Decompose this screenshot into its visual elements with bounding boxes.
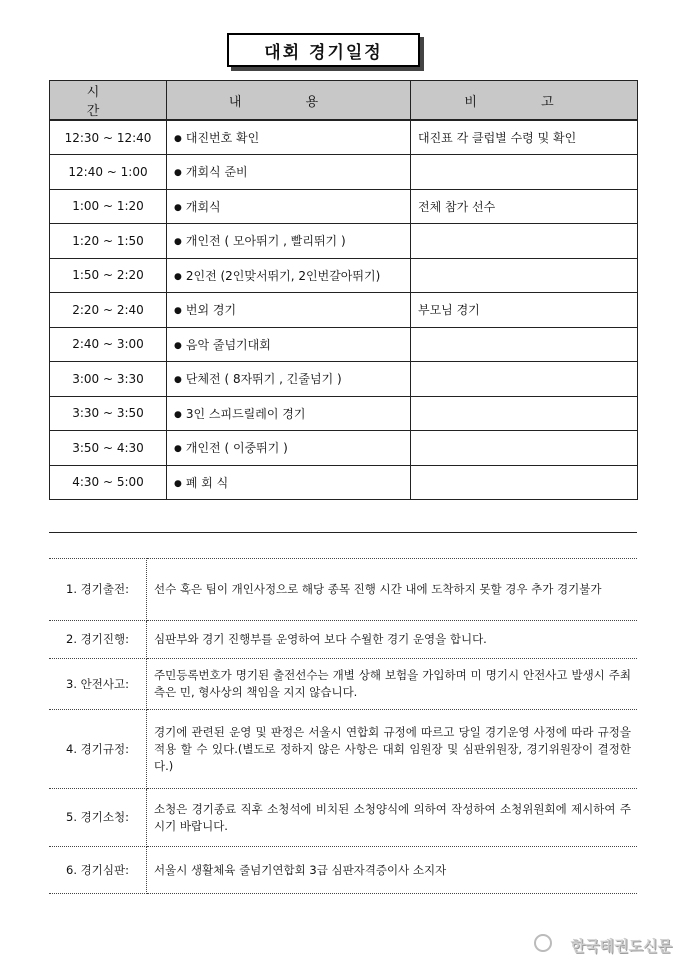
schedule-time: 3:50 ~ 4:30 (50, 431, 167, 466)
bullet-icon: ● (174, 409, 182, 420)
schedule-content (167, 465, 411, 500)
schedule-row (50, 120, 638, 155)
schedule-content (167, 362, 411, 397)
schedule-content-text: 개인전 ( 모아뛰기 , 빨리뛰기 ) (185, 234, 346, 249)
rule-row (49, 659, 637, 710)
schedule-content-text: 개회식 (185, 199, 221, 214)
schedule-row (50, 362, 638, 397)
header-time: 시 간 (50, 81, 167, 121)
schedule-note (411, 465, 638, 500)
schedule-note (411, 431, 638, 466)
schedule-content (167, 120, 411, 155)
rule-row (49, 559, 637, 621)
schedule-content-text: 단체전 ( 8자뛰기 , 긴줄넘기 ) (185, 372, 342, 387)
bullet-icon: ● (174, 271, 182, 282)
schedule-table (49, 80, 638, 500)
schedule-row (50, 396, 638, 431)
schedule-note (411, 327, 638, 362)
rules-table (49, 558, 637, 894)
bullet-icon: ● (174, 168, 182, 179)
rule-text: 심판부와 경기 진행부를 운영하여 보다 수월한 경기 운영을 합니다. (147, 621, 638, 659)
schedule-content (167, 155, 411, 190)
schedule-content-text: 음악 줄넘기대회 (185, 337, 271, 352)
rule-row (49, 621, 637, 659)
schedule-time: 12:40 ~ 1:00 (50, 155, 167, 190)
rule-label: 3. 안전사고: (49, 659, 147, 710)
schedule-time: 1:50 ~ 2:20 (50, 258, 167, 293)
schedule-content (167, 224, 411, 259)
schedule-note (411, 362, 638, 397)
schedule-row (50, 155, 638, 190)
rule-text: 소청은 경기종료 직후 소청석에 비치된 소청양식에 의하여 작성하여 소청위원회에 제시하여 주시기 바랍니다. (147, 789, 638, 847)
rule-text: 주민등록번호가 명기된 출전선수는 개별 상해 보험을 가입하며 미 명기시 안전사고 발생시 주최 측은 민, 형사상의 책임을 지지 않습니다. (147, 659, 638, 710)
page-title: 대회 경기일정 (227, 33, 420, 67)
schedule-row (50, 224, 638, 259)
schedule-content (167, 293, 411, 328)
rule-label: 5. 경기소청: (49, 789, 147, 847)
schedule-content (167, 431, 411, 466)
rule-label: 4. 경기규정: (49, 710, 147, 789)
bullet-icon: ● (174, 202, 182, 213)
rule-label: 1. 경기출전: (49, 559, 147, 621)
schedule-time: 4:30 ~ 5:00 (50, 465, 167, 500)
schedule-row (50, 258, 638, 293)
schedule-time: 2:40 ~ 3:00 (50, 327, 167, 362)
schedule-note (411, 155, 638, 190)
schedule-content-text: 개인전 ( 이중뛰기 ) (185, 441, 288, 456)
header-note: 비 고 (411, 81, 638, 121)
schedule-time: 1:20 ~ 1:50 (50, 224, 167, 259)
watermark: 한국태권도신문 (570, 937, 672, 955)
section-divider (49, 532, 637, 533)
schedule-time: 3:00 ~ 3:30 (50, 362, 167, 397)
rule-text: 경기에 관련된 운영 및 판정은 서울시 연합회 규정에 따르고 당일 경기운영 사정에 따라 규정을 적용 할 수 있다.(별도로 정하지 않은 사항은 대회 임원장 및 심판위원장, 경기위원장이 결정한다.) (147, 710, 638, 789)
bullet-icon: ● (174, 340, 182, 351)
watermark-logo-icon (534, 934, 552, 952)
schedule-row (50, 293, 638, 328)
schedule-content-text: 2인전 (2인맞서뛰기, 2인번갈아뛰기) (185, 268, 381, 283)
rule-text: 선수 혹은 팀이 개인사정으로 해당 종목 진행 시간 내에 도착하지 못할 경우 추가 경기불가 (147, 559, 638, 621)
bullet-icon: ● (174, 478, 182, 489)
schedule-time: 1:00 ~ 1:20 (50, 189, 167, 224)
schedule-time: 12:30 ~ 12:40 (50, 120, 167, 155)
schedule-content-text: 대진번호 확인 (185, 131, 260, 145)
bullet-icon: ● (174, 306, 182, 317)
schedule-content (167, 396, 411, 431)
rule-text: 서울시 생활체육 줄넘기연합회 3급 심판자격증이사 소지자 (147, 847, 638, 894)
schedule-note: 전체 참가 선수 (411, 189, 638, 224)
schedule-time: 3:30 ~ 3:50 (50, 396, 167, 431)
bullet-icon: ● (174, 444, 182, 455)
bullet-icon: ● (174, 375, 182, 386)
schedule-content-text: 폐 회 식 (185, 475, 229, 490)
schedule-header-row (50, 81, 638, 121)
schedule-note (411, 258, 638, 293)
rule-row (49, 710, 637, 789)
schedule-row (50, 465, 638, 500)
schedule-note: 대진표 각 클럽별 수령 및 확인 (411, 120, 638, 155)
bullet-icon: ● (174, 134, 182, 144)
schedule-note (411, 224, 638, 259)
schedule-row (50, 327, 638, 362)
header-content: 내 용 (167, 81, 411, 121)
schedule-content-text: 개회식 준비 (185, 165, 248, 180)
bullet-icon: ● (174, 237, 182, 248)
rule-label: 6. 경기심판: (49, 847, 147, 894)
schedule-note: 부모님 경기 (411, 293, 638, 328)
rule-row (49, 789, 637, 847)
schedule-content-text: 번외 경기 (185, 303, 237, 318)
schedule-row (50, 431, 638, 466)
schedule-content (167, 189, 411, 224)
schedule-content (167, 327, 411, 362)
schedule-note (411, 396, 638, 431)
rule-label: 2. 경기진행: (49, 621, 147, 659)
schedule-time: 2:20 ~ 2:40 (50, 293, 167, 328)
schedule-content (167, 258, 411, 293)
schedule-content-text: 3인 스피드릴레이 경기 (185, 406, 306, 421)
schedule-row (50, 189, 638, 224)
rule-row (49, 847, 637, 894)
